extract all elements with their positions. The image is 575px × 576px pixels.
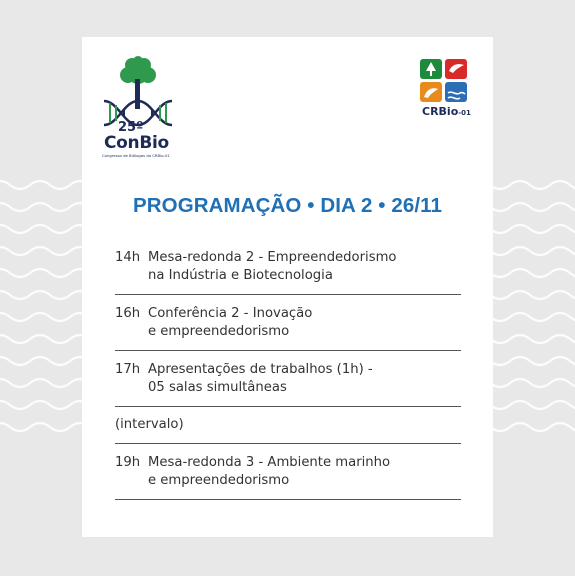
divider (115, 294, 461, 295)
schedule-desc-line1: Conferência 2 - Inovação (148, 306, 313, 321)
page-title: PROGRAMAÇÃO • DIA 2 • 26/11 (132, 194, 443, 217)
schedule-desc-line2: na Indústria e Biotecnologia (148, 268, 333, 283)
schedule-desc-line1: Mesa-redonda 2 - Empreendedorismo (148, 250, 397, 265)
conbio-name: ConBio (104, 133, 169, 153)
divider (115, 406, 461, 407)
schedule-desc-line1: Mesa-redonda 3 - Ambiente marinho (148, 455, 391, 470)
conbio-subtitle: Congresso de Biólogos do CRBio-01 (102, 153, 170, 158)
crbio-name-main: CRBio (422, 105, 459, 118)
divider (115, 443, 461, 444)
crbio-name (422, 105, 471, 118)
conbio-edition: 25º (118, 120, 144, 135)
schedule-break-label: (intervalo) (115, 417, 184, 432)
schedule-time: 14h (115, 250, 141, 265)
divider (115, 350, 461, 351)
schedule-desc-line2: e empreendedorismo (148, 324, 290, 339)
divider (115, 499, 461, 500)
schedule-desc-line2: 05 salas simultâneas (148, 380, 287, 395)
schedule-desc-line1: Apresentações de trabalhos (1h) - (148, 362, 373, 377)
schedule-time: 16h (115, 306, 141, 321)
crbio-name-suffix: -01 (458, 109, 471, 117)
schedule-time: 19h (115, 455, 141, 470)
schedule-time: 17h (115, 362, 141, 377)
crbio-emblem-icon (420, 59, 468, 103)
schedule-card (82, 37, 493, 537)
schedule-desc-line2: e empreendedorismo (148, 473, 290, 488)
